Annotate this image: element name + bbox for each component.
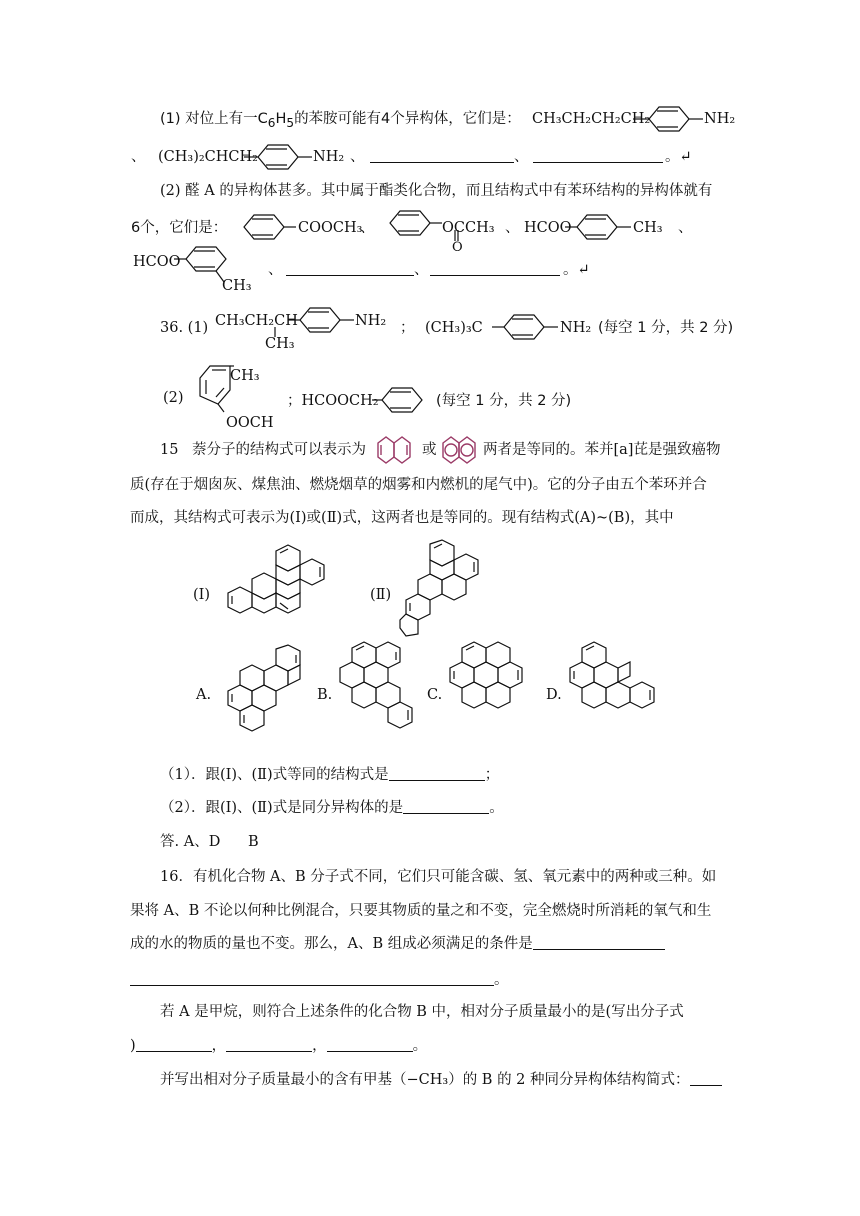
q15-label-II: (Ⅱ) [370,587,392,603]
q16-blank-2[interactable] [130,971,494,986]
q16-comma-1: ， [211,1038,227,1054]
q15-num: 15 [160,442,179,458]
q15-line3: 而成，其结构式可表示为(Ⅰ)或(Ⅱ)式，这两者也是等同的。现有结构式(A)~(B)，其中 [130,510,674,526]
q15-q2-end: 。 [489,800,504,816]
q35-sep-c: 、 [678,220,693,236]
q15-q1-text: （1）．跟(Ⅰ)、(Ⅱ)式等同的结构式是 [160,767,389,783]
q16-line4 [130,970,509,990]
q16-blank-3[interactable] [136,1037,212,1052]
structure-A [226,645,316,745]
q15-q1-blank[interactable] [389,766,485,781]
q15-q2 [160,798,504,818]
q36-tbutyl: (CH₃)₃C [425,320,483,336]
q36-benzyl-ring [372,385,432,415]
q35-nh2-2: NH₂ [313,149,345,165]
q15-q1-end: ； [484,767,500,783]
naphthalene-icon-1 [375,435,415,465]
q15-q1 [160,765,499,785]
q35-blank-3[interactable] [286,260,414,280]
q36-label: 36. (1) [160,320,209,336]
q35-sep-e: 、 [414,262,429,278]
q35-sep-a: 、 [360,220,375,236]
q36-ch3-b: CH₃ [230,368,260,384]
q35-nh2-1: NH₂ [704,111,736,127]
structure-C [448,640,538,720]
q35-blank-4[interactable] [430,260,560,280]
q35-blank-sep-2: 、 [514,149,529,165]
q16-line4-end: 。 [494,972,509,988]
q36-semi: ； [400,320,415,336]
sep: 、 [131,149,146,165]
q15-line1a: 萘分子的结构式可以表示为 [192,442,366,458]
benzo-a-pyrene-structure-II [400,540,490,640]
q16-blank-4[interactable] [226,1037,312,1052]
q35-hcoo-1: HCOO [524,220,572,236]
q35-cooch3 [298,218,362,238]
q36-score-1: (每空 1 分，共 2 分) [598,320,734,336]
cooch3-label: COOCH₃ [298,220,363,236]
q15-label-A: A. [196,687,212,703]
q35-line2 [131,147,146,167]
q35-occh3: OCCH₃ [442,220,495,236]
q16-blank-5[interactable] [327,1037,413,1052]
q15-label-C: C. [427,687,443,703]
sub-5: 5 [286,115,295,130]
q15-label-I: (Ⅰ) [193,587,211,603]
q36-nh2-1: NH₂ [355,313,387,329]
structure-B [338,640,418,740]
q15-q2-text: （2）．跟(Ⅰ)、(Ⅱ)式是同分异构体的是 [160,800,404,816]
q35-ch3-b: CH₃ [222,278,252,294]
q16-line6 [130,1036,427,1056]
q15-line1c: 两者是等同的。苯并[a]芘是强致癌物 [483,442,721,458]
q35-p1-intro: (1) 对位上有一C [160,111,268,127]
q16-line2: 果将 A、B 不论以何种比例混合，只要其物质的量之和不变，完全燃烧时所消耗的氧气和生 [130,903,712,919]
q36-chain: CH₃CH₂CH [215,313,298,329]
q16-blank-6[interactable] [690,1071,722,1086]
q35-p2-line2-start: 6个，它们是： [131,220,228,236]
q16-line3 [130,934,665,954]
benzo-a-pyrene-structure-I [226,545,336,635]
q35-blank-sep-1: 、 [350,149,365,165]
q16-comma-2: ， [312,1038,327,1054]
q15-label-D: D. [546,687,562,703]
q35-ch3-a: CH₃ [633,220,663,236]
q35-sep-b: 、 [505,220,520,236]
q15-answer: 答. A、D B [160,834,259,850]
hcoo-toluene-structure [565,212,685,242]
q36-score-2: (每空 1 分，共 2 分) [436,393,572,409]
q16-line7-text: 并写出相对分子质量最小的含有甲基（−CH₃）的 B 的 2 种同分异构体结构简式： [160,1072,690,1088]
structure-D [568,640,668,730]
q16-line5: 若 A 是甲烷，则符合上述条件的化合物 B 中，相对分子质量最小的是(写出分子式 [160,1004,684,1020]
q35-h: H [275,111,287,127]
q35-chain2: (CH₃)₂CHCH₂ [158,149,258,165]
sub-6: 6 [267,115,276,130]
q16-paren: ) [130,1038,136,1054]
q35-o-atom: O [452,240,463,255]
q35-blank-2[interactable] [533,147,663,167]
q35-hcoo-2: HCOO [133,254,181,270]
naphthalene-icon-2 [440,435,480,465]
benzene-para-ring-2 [244,142,324,172]
q16-line1: 16．有机化合物 A、B 分子式不同，它们只可能含碳、氢、氧元素中的两种或三种。如 [160,869,717,885]
q16-blank-1[interactable] [533,935,665,950]
q35-p1-rest: 的苯胺可能有4个异构体，它们是： [294,111,521,127]
q35-end-mark: 。↵ [665,149,692,165]
q15-label-B: B. [317,687,333,703]
q15-q2-blank[interactable] [403,799,489,814]
q16-line7 [160,1070,722,1090]
q35-end-mark-2: 。↵ [563,262,590,278]
q36-ooch: OOCH [226,415,274,431]
q16-line3-text: 成的水的物质的量也不变。那么，A、B 组成必须满足的条件是 [130,936,533,952]
q36-nh2-2: NH₂ [560,320,592,336]
q36-hcooch2: ；HCOOCH₂ [287,393,379,409]
q35-sep-d: 、 [268,262,283,278]
q35-blank-1[interactable] [370,147,514,167]
q35-p2-line1: (2) 醛 A 的异构体甚多。其中属于酯类化合物，而且结构式中有苯环结构的异构体就有 [160,183,713,199]
q16-period: 。 [412,1038,428,1054]
q15-line2: 质(存在于烟囱灰、煤焦油、燃烧烟草的烟雾和内燃机的尾气中)。它的分子由五个苯环并合 [130,477,707,493]
q35-chain1: CH₃CH₂CH₂CH₂ [532,111,651,127]
q15-or: 或 [422,442,437,458]
q36-p2-label: (2) [163,390,184,406]
q36-ch3: CH₃ [265,336,295,352]
q35-p1-line1 [160,109,521,133]
